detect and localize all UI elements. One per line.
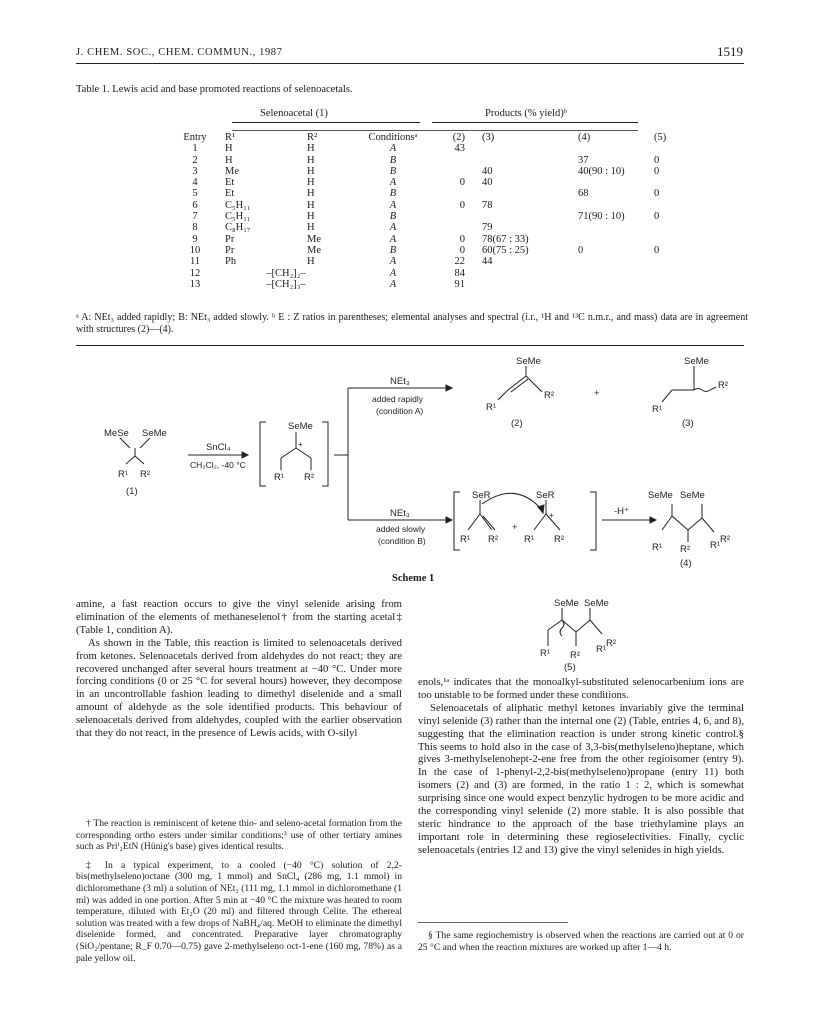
cell-conditions: B xyxy=(389,165,397,177)
header-product-4: (4) xyxy=(578,132,591,143)
cell-product-3 xyxy=(470,188,573,199)
label-condition-a: (condition A) xyxy=(376,406,424,416)
label-int1-ser: SeR xyxy=(472,490,491,501)
cell-product-2: 0 xyxy=(459,233,465,245)
bond xyxy=(140,438,150,448)
table-body xyxy=(170,143,689,290)
label-sncl4: SnCl₄ xyxy=(206,442,231,453)
cell-product-3: 40 xyxy=(482,165,493,177)
label-p4-seme-2: SeMe xyxy=(680,490,705,501)
cell-product-4 xyxy=(573,143,649,154)
bracket xyxy=(260,422,266,486)
cell-product-3: 44 xyxy=(482,256,493,268)
table-row xyxy=(170,211,689,222)
footnote-rule xyxy=(418,922,568,923)
bond xyxy=(135,456,144,464)
bond xyxy=(662,516,672,530)
cell-entry: 5 xyxy=(192,188,198,200)
cell-entry: 10 xyxy=(189,244,201,256)
table-header-row xyxy=(170,132,689,143)
footnote-ddagger: ‡ In a typical experiment, to a cooled (−40 °C) solution of 2,2-bis(methylseleno)octane (300 mg, 1 mmol) and SnCl₄ (286 mg, 1.1 mmol) in dichloromethane (3 ml) a solution of NEt₃ (111 mg, 1.1 mmol in dichloromethane (1 ml) was added in one portion. After 5 min at −40 °C the mixture was heated to room temperature, diluted with Et₂O (20 ml) and filtered through Celite. The ethereal solution was treated with a few drops of NaBH₄/aq. MeOH to eliminate the dimethyl diselenide formed, and concentrated. Preparative layer chromatography (SiO₂/pentane; R_F 0.70—0.75) gave 2-methylseleno oct-1-ene (160 mg, 78%) as a pale yellow oil. xyxy=(76,859,402,964)
cell-r1: C₈H₁₇ xyxy=(225,222,251,234)
table-row xyxy=(170,155,689,166)
cell-conditions: A xyxy=(389,222,397,234)
label-net3-b: NEt₃ xyxy=(390,508,410,519)
cell-conditions: A xyxy=(389,267,397,279)
bond xyxy=(480,514,492,530)
bond xyxy=(576,620,590,632)
cell-product-3 xyxy=(470,155,573,166)
cell-entry: 12 xyxy=(189,267,201,279)
cell-product-5: 0 xyxy=(654,154,660,166)
cell-conditions: B xyxy=(389,211,397,223)
label-p5-r2: R² xyxy=(570,650,581,661)
cell-entry: 13 xyxy=(189,278,201,290)
cell-r2: H xyxy=(307,199,315,211)
label-compound-1: (1) xyxy=(126,486,138,497)
cell-product-5: 0 xyxy=(654,211,660,223)
label-p2-r1: R¹ xyxy=(486,402,497,413)
bond xyxy=(120,438,130,448)
label-cation-r1: R¹ xyxy=(274,472,285,483)
table-row xyxy=(170,268,689,279)
cell-r2: Me xyxy=(307,233,321,245)
cell-entry: 3 xyxy=(192,165,198,177)
bond xyxy=(694,387,716,392)
curved-arrow xyxy=(482,493,542,510)
bracket xyxy=(590,492,596,550)
label-p2-seme: SeMe xyxy=(516,356,541,367)
cell-product-2: 43 xyxy=(454,143,465,155)
label-int1-r2: R² xyxy=(488,534,499,545)
label-p4-r2b: R² xyxy=(720,534,731,545)
table-header-rule xyxy=(232,130,638,131)
cell-conditions: B xyxy=(389,154,397,166)
table-group-products: Products (% yield)ᵇ xyxy=(485,108,567,119)
right-paragraph-2: Selenoacetals of aliphatic methyl ketones invariably give the terminal vinyl selenide (3) rather than the internal one (2) (Table, entries 4, 6, and 8), suggesting that the elimination reaction is under strong kinetic control.§ This seems to hold also in the case of 3,3-bis(methylseleno)heptane, which gives 3-methylselenohept-2-ene free from the other regioisomer (entry 9). In the case of 1-phenyl-2,2-bis(methylseleno)propane (entry 11) both isomers (2) and (3) are formed, in the ratio 1 : 2, which is somewhat surprising since one would expect benzylic hydrogen to be more acidic and the corresponding vinyl selenide (2) more stable. It is also possible that steric hindrance to the approach of the base triethylamine plays an important role in determining these regioselectivities. Finally, cyclic selenoacetals (entries 12 and 13) give the vinyl selenides in high yields. xyxy=(418,701,744,856)
label-p5-r1b: R¹ xyxy=(596,644,607,655)
bond xyxy=(526,376,542,392)
label-p4-r1: R¹ xyxy=(652,542,663,553)
header-rule xyxy=(76,63,744,64)
label-p3-r1: R¹ xyxy=(652,404,663,415)
label-plus-charge: + xyxy=(298,440,303,449)
table-caption: Table 1. Lewis acid and base promoted reactions of selenoacetals. xyxy=(76,84,353,95)
cell-product-4 xyxy=(573,279,649,290)
journal-header: J. CHEM. SOC., CHEM. COMMUN., 1987 xyxy=(76,47,283,58)
cell-r2: H xyxy=(307,143,315,155)
cell-product-2: 91 xyxy=(454,278,465,290)
cell-r1: H xyxy=(225,143,233,155)
label-cation-seme: SeMe xyxy=(288,421,313,432)
cell-product-5 xyxy=(649,200,689,211)
cell-product-3 xyxy=(470,211,573,222)
label-p4-seme-1: SeMe xyxy=(648,490,673,501)
bond xyxy=(126,456,135,464)
arrowhead xyxy=(242,452,248,458)
cell-product-4 xyxy=(573,222,649,233)
label-p2-r2: R² xyxy=(544,390,555,401)
cell-r1: Me xyxy=(225,165,239,177)
cell-r2: H xyxy=(307,222,315,234)
cell-product-4 xyxy=(573,268,649,279)
label-seme: SeMe xyxy=(142,428,167,439)
cell-product-4: 71(90 : 10) xyxy=(578,211,625,223)
cell-product-2 xyxy=(434,166,470,177)
label-compound-4: (4) xyxy=(680,558,692,569)
table-bottom-rule xyxy=(76,345,744,346)
cell-entry: 4 xyxy=(192,177,198,189)
label-compound-5: (5) xyxy=(564,662,576,672)
cell-r2: H xyxy=(307,154,315,166)
cell-product-5: 0 xyxy=(654,244,660,256)
cell-product-4: 37 xyxy=(578,154,589,166)
cell-conditions: A xyxy=(389,233,397,245)
cell-r2: H xyxy=(307,188,315,200)
arrowhead xyxy=(538,505,544,513)
right-paragraph-1: enols,¹ᵃ indicates that the monoalkyl-substituted selenocarbenium ions are too unstable to be formed under these conditions. xyxy=(418,676,744,701)
cell-r2: H xyxy=(307,211,315,223)
cell-product-2 xyxy=(434,155,470,166)
cell-product-2: 84 xyxy=(454,267,465,279)
table-row xyxy=(170,188,689,199)
table-footnote: ᵃ A: NEt₃ added rapidly; B: NEt₃ added slowly. ᵇ E : Z ratios in parentheses; elemental analyses and spectral (i.r., ¹H and ¹³C n.m.r., and mass) data are in agreement with structures (2)—(4). xyxy=(76,312,748,335)
label-r1: R¹ xyxy=(118,469,129,480)
cell-r1: Ph xyxy=(225,256,237,268)
header-r1: R¹ xyxy=(225,132,236,143)
label-r2: R² xyxy=(140,469,151,480)
right-footnotes xyxy=(418,930,744,960)
cell-r2: H xyxy=(307,165,315,177)
label-p3-seme: SeMe xyxy=(684,356,709,367)
cell-product-4 xyxy=(573,256,649,267)
cell-r1: H xyxy=(225,154,233,166)
header-product-2: (2) xyxy=(452,132,465,143)
cell-r1: –[CH₂]₃– xyxy=(266,278,306,290)
bond xyxy=(296,448,311,458)
label-mese: MeSe xyxy=(104,428,129,439)
table-row xyxy=(170,222,689,233)
left-footnotes xyxy=(76,818,402,971)
table-row xyxy=(170,166,689,177)
cell-product-2 xyxy=(434,222,470,233)
cell-product-5 xyxy=(649,234,689,245)
cell-conditions: A xyxy=(389,177,397,189)
label-int-plus: + xyxy=(512,522,518,533)
cell-product-3: 79 xyxy=(482,222,493,234)
label-int2-charge: + xyxy=(549,511,554,520)
cell-product-2: 22 xyxy=(454,256,465,268)
bracket xyxy=(322,422,328,486)
bond xyxy=(562,620,576,632)
cell-conditions: A xyxy=(389,256,397,268)
cell-product-4 xyxy=(573,234,649,245)
scheme-caption: Scheme 1 xyxy=(392,573,435,584)
bond xyxy=(688,518,702,530)
bond xyxy=(548,620,562,630)
header-product-3: (3) xyxy=(482,132,495,143)
table-row xyxy=(170,143,689,154)
compound-5-structure xyxy=(532,594,672,672)
header-r2: R² xyxy=(307,132,318,143)
bond xyxy=(560,620,564,636)
table-row xyxy=(170,234,689,245)
label-p5-seme-2: SeMe xyxy=(584,598,609,609)
cell-r1: Et xyxy=(225,188,235,200)
label-compound-3: (3) xyxy=(682,418,694,429)
left-paragraph-1: amine, a fast reaction occurs to give the vinyl selenide arising from elimination of the elements of methaneselenol† from the starting acetal‡ (Table 1, condition A). xyxy=(76,598,402,636)
arrowhead xyxy=(650,517,656,523)
cell-conditions: B xyxy=(389,188,397,200)
cell-product-5 xyxy=(649,256,689,267)
cell-conditions: A xyxy=(389,143,397,155)
cell-entry: 11 xyxy=(189,256,201,268)
cell-product-2: 0 xyxy=(459,244,465,256)
cell-product-4: 68 xyxy=(578,188,589,200)
cell-entry: 1 xyxy=(192,143,198,155)
cell-product-3 xyxy=(470,279,573,290)
cell-product-3 xyxy=(470,143,573,154)
cell-conditions: A xyxy=(389,278,397,290)
label-p5-r2b: R² xyxy=(606,638,617,649)
cell-entry: 7 xyxy=(192,211,198,223)
cell-product-3: 60(75 : 25) xyxy=(482,244,529,256)
cell-product-5: 0 xyxy=(654,188,660,200)
bond xyxy=(534,514,546,530)
cell-entry: 2 xyxy=(192,154,198,166)
table-group-selenoacetal: Selenoacetal (1) xyxy=(260,108,328,119)
cell-entry: 8 xyxy=(192,222,198,234)
label-added-slowly: added slowly xyxy=(376,524,426,534)
cell-product-5 xyxy=(649,222,689,233)
label-p4-r2: R² xyxy=(680,544,691,555)
bond xyxy=(672,516,688,530)
reaction-scheme xyxy=(76,352,748,574)
bond xyxy=(498,390,508,400)
left-paragraph-2: As shown in the Table, this reaction is limited to selenoacetals derived from ketones. Selenoacetals derived from aldehydes do not react; they are recovered unchanged after several hours treatment at −40 °C. Under more forcing conditions (0 or 25 °C for several hours) however, they decompose in an uncontrollable fashion leading to dimethyl diselenide and a small amount of aldehyde as the sole identified products. This behaviour of selenoacetals derived from aldehydes, coupled with the earlier observation that they do not react, in the presence of Lewis acids, with O-silyl xyxy=(76,636,402,740)
cell-r1: Pr xyxy=(225,233,235,245)
group-rule-selenoacetal xyxy=(232,122,420,123)
cell-product-5 xyxy=(649,177,689,188)
label-net3-a: NEt₃ xyxy=(390,376,410,387)
table-row xyxy=(170,245,689,256)
cell-product-2 xyxy=(434,188,470,199)
cell-product-3: 78(67 : 33) xyxy=(482,233,529,245)
label-compound-2: (2) xyxy=(511,418,523,429)
cell-r1: –[CH₂]₂– xyxy=(266,267,306,279)
table-row xyxy=(170,256,689,267)
cell-r1: C₅H₁₁ xyxy=(225,199,251,211)
bond xyxy=(281,448,296,458)
cell-product-3 xyxy=(470,268,573,279)
header-product-5: (5) xyxy=(654,132,667,143)
label-p3-r2: R² xyxy=(718,380,729,391)
cell-r1: C₅H₁₁ xyxy=(225,211,251,223)
table-row xyxy=(170,177,689,188)
label-cation-r2: R² xyxy=(304,472,315,483)
header-entry: Entry xyxy=(183,132,207,143)
label-condition-b: (condition B) xyxy=(378,536,426,546)
cell-conditions: A xyxy=(389,199,397,211)
cell-product-5 xyxy=(649,279,689,290)
cell-conditions: B xyxy=(389,244,397,256)
table-row xyxy=(170,279,689,290)
cell-r1: Et xyxy=(225,177,235,189)
cell-product-4: 40(90 : 10) xyxy=(578,165,625,177)
label-plus: + xyxy=(594,388,600,399)
label-p5-seme-1: SeMe xyxy=(554,598,579,609)
bond xyxy=(662,390,672,402)
footnote-section: § The same regiochemistry is observed when the reactions are carried out at 0 or 25 °C and when the reaction mixtures are worked up after 1—4 h. xyxy=(418,930,744,953)
label-minus-h: -H⁺ xyxy=(614,506,630,517)
label-int2-r2: R² xyxy=(554,534,565,545)
cell-entry: 6 xyxy=(192,199,198,211)
cell-r2: H xyxy=(307,256,315,268)
arrowhead xyxy=(446,385,452,391)
footnote-dagger: † The reaction is reminiscent of ketene thio- and seleno-acetal formation from the corresponding ortho esters under similar conditions;³ use of other tertiary amines such as Priⁱ₂EtN (Hünig's base) gives identical results. xyxy=(76,818,402,853)
cell-product-3: 78 xyxy=(482,199,493,211)
label-int2-r1: R¹ xyxy=(524,534,535,545)
arrowhead xyxy=(446,517,452,523)
cell-product-2: 0 xyxy=(459,177,465,189)
cell-r2: Me xyxy=(307,244,321,256)
cell-product-2: 0 xyxy=(459,199,465,211)
label-solvent: CH₂Cl₂, -40 °C xyxy=(190,460,246,470)
left-column xyxy=(76,598,402,740)
cell-product-5 xyxy=(649,143,689,154)
bond xyxy=(590,620,602,634)
cell-product-4 xyxy=(573,200,649,211)
cell-product-5: 0 xyxy=(654,165,660,177)
cell-product-4 xyxy=(573,177,649,188)
cell-product-3: 40 xyxy=(482,177,493,189)
table-row xyxy=(170,200,689,211)
results-table xyxy=(170,132,689,290)
bond xyxy=(702,518,714,532)
page-number: 1519 xyxy=(717,44,743,59)
label-p5-r1: R¹ xyxy=(540,648,551,659)
label-added-rapidly: added rapidly xyxy=(372,394,424,404)
cell-product-5 xyxy=(649,268,689,279)
cell-product-2 xyxy=(434,211,470,222)
cell-r2: H xyxy=(307,177,315,189)
header-conditions: Conditionsᵃ xyxy=(368,132,418,143)
cell-r1: Pr xyxy=(225,244,235,256)
bond xyxy=(468,514,480,530)
cell-product-4: 0 xyxy=(578,244,584,256)
label-int2-ser: SeR xyxy=(536,490,555,501)
label-int1-r1: R¹ xyxy=(460,534,471,545)
cell-entry: 9 xyxy=(192,233,198,245)
bond xyxy=(483,516,495,530)
label-p4-r1b: R¹ xyxy=(710,540,721,551)
group-rule-products xyxy=(432,122,638,123)
right-column xyxy=(418,676,744,857)
